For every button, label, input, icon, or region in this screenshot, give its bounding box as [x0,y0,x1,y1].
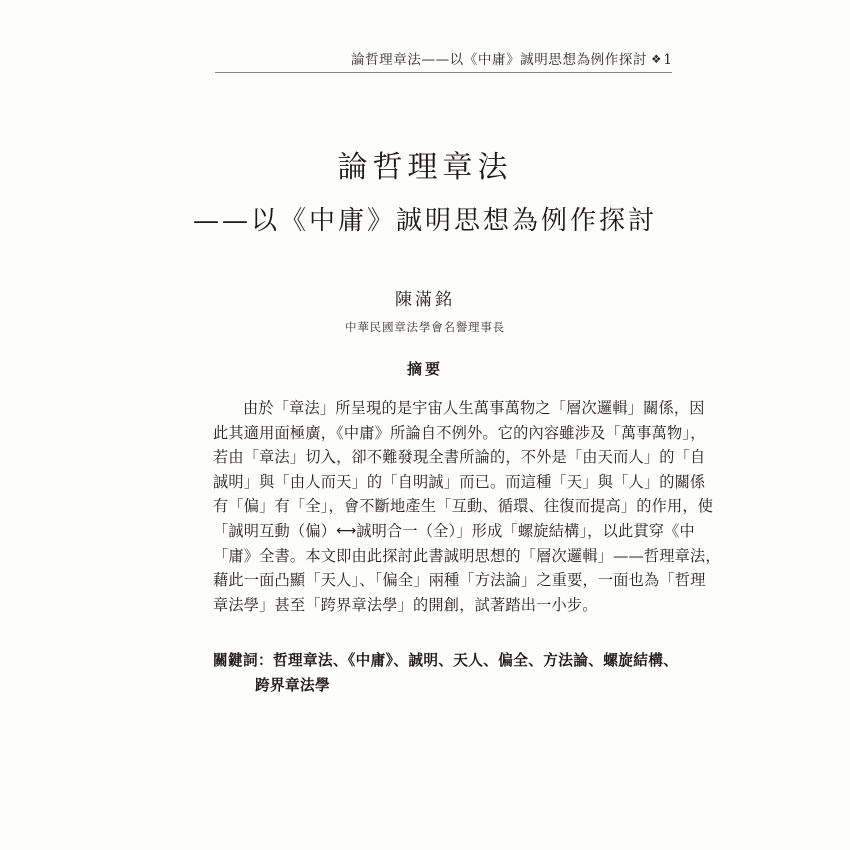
abstract-line: 此其適用面極廣，《中庸》所論自不例外。它的內容雖涉及「萬事萬物」， [213,423,706,442]
abstract-line: 「庸》全書。本文即由此探討此書誠明思想的「層次邏輯」——哲理章法， [213,546,721,565]
keywords-terms: 哲理章法、《中庸》、誠明、天人、偏全、方法論、螺旋結構、 [272,652,679,669]
keywords-label: 關鍵詞： [213,652,273,669]
abstract-line: 誠明」與「由人而天」的「自明誠」而已。而這種「天」與「人」的關係 [213,472,706,491]
page-number: 1 [663,52,672,68]
abstract-line-with-arrow [213,519,695,544]
byline [105,285,745,335]
abstract-line-segment: 「誠明互動（偏） [213,521,337,540]
abstract-line: 有「偏」有「全」，會不斷地產生「互動、循環、往復而提高」的作用，使 [213,497,714,516]
page-title: 論哲理章法 [337,150,513,185]
running-head [215,48,672,73]
running-head-title: 論哲理章法——以《中庸》誠明思想為例作探討 [350,52,648,68]
title-block [105,148,745,240]
floret-ornament-icon: ❖ [651,52,662,66]
keywords-section [213,648,679,698]
double-headed-arrow-icon: ⟷ [336,522,357,539]
abstract-body [213,396,721,617]
author-name: 陳滿銘 [395,290,455,310]
keywords-line: 跨界章法學 [255,677,330,694]
abstract-heading: 摘要 [406,360,443,378]
keywords-line [213,648,679,673]
abstract-line-segment: 誠明合一（全）」形成「螺旋結構」，以此貫穿《中 [356,521,695,540]
author-affiliation: 中華民國章法學會名譽理事長 [345,320,505,334]
page-subtitle: ——以《中庸》誠明思想為例作探討 [192,205,657,236]
abstract-line: 若由「章法」切入，卻不難發現全書所論的，不外是「由天而人」的「自 [213,448,706,467]
abstract-line: 藉此一面凸顯「天人」、「偏全」兩種「方法論」之重要，一面也為「哲理 [213,571,706,590]
abstract-line: 由於「章法」所呈現的是宇宙人生萬事萬物之「層次邏輯」關係，因 [243,399,705,417]
abstract-line: 章法學」甚至「跨界章法學」的開創，試著踏出一小步。 [213,595,598,614]
